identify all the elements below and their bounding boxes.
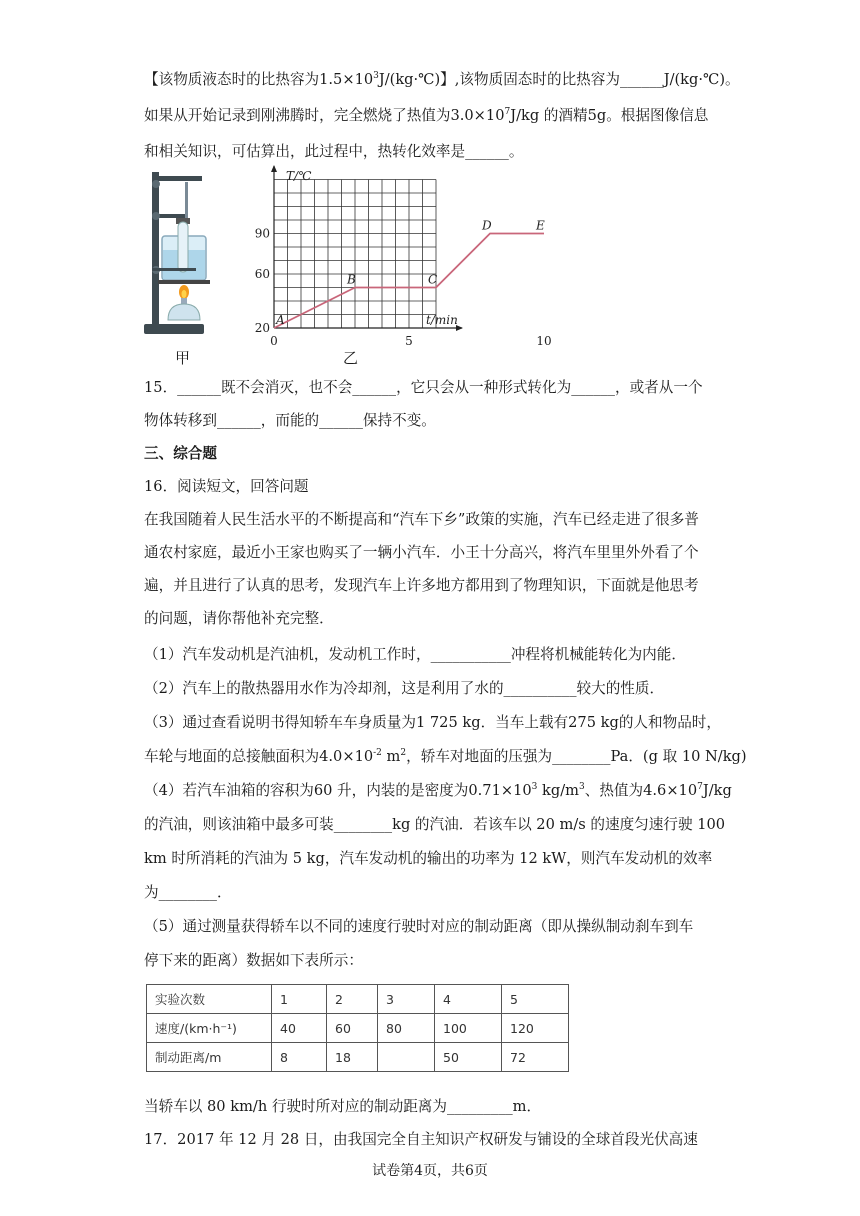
page-footer: 试卷第4页，共6页 <box>372 1163 488 1179</box>
p16-q4-line-1: （4）若汽车油箱的容积为60 升，内装的是密度为$0.71\times 10^3$ $kg/m^3$、热值为$4.6\times 10^7J/kg$ <box>144 782 732 799</box>
point-label-A: A <box>276 313 285 327</box>
table-row <box>147 1043 569 1072</box>
table-cell: 120 <box>502 1014 569 1043</box>
braking-distance-table <box>146 984 569 1072</box>
section-heading: 三、综合题 <box>144 445 217 462</box>
p16-q4-line-3: km 时所消耗的汽油为 5 kg，汽车发动机的输出的功率为 12 kW，则汽车发动机的效率 <box>144 850 713 867</box>
table-cell <box>378 1043 435 1072</box>
table-cell: 5 <box>502 985 569 1014</box>
table-row-header: 速度/(km·h⁻¹) <box>147 1014 272 1043</box>
p16-q3-line-2: 车轮与地面的总接触面积为$4.0\times 10^{-2}$ $m^2$，轿车对地面的压强为________Pa．(g 取 10 N/kg) <box>144 748 747 765</box>
p14-line-2: 如果从开始记录到刚沸腾时，完全燃烧了热值为$3.0\times 10^7J/kg$ 的酒精5g。根据图像信息 <box>144 107 709 124</box>
x-tick-label: 10 <box>536 334 552 348</box>
p16-intro-3: 遍，并且进行了认真的思考，发现汽车上许多地方都用到了物理知识，下面就是他思考 <box>144 577 699 594</box>
table-row <box>147 985 569 1014</box>
p15-line-2: 物体转移到______，而能的______保持不变。 <box>144 412 436 429</box>
table-cell: 3 <box>378 985 435 1014</box>
y-axis-label: T/℃ <box>286 169 312 183</box>
table-cell: 80 <box>378 1014 435 1043</box>
p16-q1: （1）汽车发动机是汽油机，发动机工作时，___________冲程将机械能转化为内能． <box>144 646 686 663</box>
p16-q5-line-2: 停下来的距离）数据如下表所示： <box>144 952 363 969</box>
figure-label-yi: 乙 <box>343 349 359 367</box>
table-row-header: 制动距离/m <box>147 1043 272 1072</box>
table-cell: 40 <box>272 1014 327 1043</box>
point-label-D: D <box>482 218 492 233</box>
p16-q5-line-1: （5）通过测量获得轿车以不同的速度行驶时对应的制动距离（即从操纵制动刹车到车 <box>144 918 694 935</box>
x-tick-label: 5 <box>405 334 413 348</box>
p16-title: 16．阅读短文，回答问题 <box>144 478 309 495</box>
y-tick-label: 90 <box>254 226 270 241</box>
table-cell: 50 <box>435 1043 502 1072</box>
y-axis-arrow <box>271 165 277 172</box>
table-cell: 2 <box>327 985 378 1014</box>
p14-line-3: 和相关知识，可估算出，此过程中，热转化效率是______。 <box>144 143 524 160</box>
y-tick-label: 60 <box>254 267 270 281</box>
point-label-B: B <box>347 272 356 287</box>
table-row-header: 实验次数 <box>147 985 272 1014</box>
x-tick-label: 0 <box>270 334 278 348</box>
point-label-C: C <box>428 272 438 287</box>
apparatus-figure <box>140 170 220 340</box>
table-cell: 8 <box>272 1043 327 1072</box>
p16-q5-line-3: 当轿车以 80 km/h 行驶时所对应的制动距离为_________m． <box>144 1098 542 1115</box>
table-cell: 72 <box>502 1043 569 1072</box>
p16-q4-line-4: 为________． <box>144 884 232 901</box>
table-cell: 60 <box>327 1014 378 1043</box>
p16-intro-2: 通农村家庭，最近小王家也购买了一辆小汽车．小王十分高兴，将汽车里里外外看了个 <box>144 544 699 561</box>
p16-q3-line-1: （3）通过查看说明书得知轿车车身质量为1 725 kg．当车上载有275 kg的人和物品时， <box>144 714 721 731</box>
table-cell: 4 <box>435 985 502 1014</box>
y-tick-label: 20 <box>254 321 270 335</box>
table-row <box>147 1014 569 1043</box>
p16-intro-4: 的问题，请你帮他补充完整． <box>144 610 334 627</box>
p17-line-1: 17．2017 年 12 月 28 日，由我国完全自主知识产权研发与铺设的全球首段光伏高速 <box>144 1131 698 1148</box>
x-axis-label: t/min <box>426 313 458 327</box>
p16-intro-1: 在我国随着人民生活水平的不断提高和“汽车下乡”政策的实施，汽车已经走进了很多普 <box>144 511 699 528</box>
temperature-time-graph <box>250 160 552 355</box>
p16-q4-line-2: 的汽油，则该油箱中最多可装________kg 的汽油．若该车以 20 m/s 的速度匀速行驶 100 <box>144 816 726 833</box>
table-cell: 1 <box>272 985 327 1014</box>
point-label-E: E <box>536 218 545 233</box>
p16-q2: （2）汽车上的散热器用水作为冷却剂，这是利用了水的__________较大的性质． <box>144 680 665 697</box>
figure-label-jia: 甲 <box>175 349 191 367</box>
p14-line-1: 【该物质液态时的比热容为$1.5\times 10^3J/(kg\cdot℃)$】,该物质固态时的比热容为______J/(kg·℃)。 <box>144 71 740 88</box>
table-cell: 100 <box>435 1014 502 1043</box>
table-cell: 18 <box>327 1043 378 1072</box>
p15-line-1: 15．______既不会消灭，也不会______，它只会从一种形式转化为______，或者从一个 <box>144 379 703 396</box>
